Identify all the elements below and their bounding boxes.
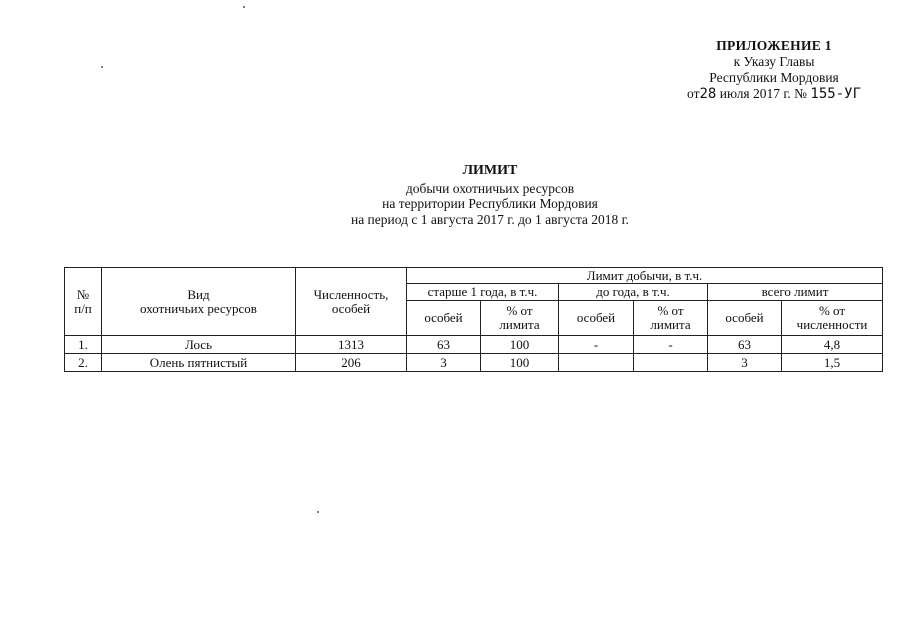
cell-num: 2. (65, 354, 102, 372)
header-group-total: всего лимит (708, 284, 883, 301)
scan-speck (243, 6, 245, 8)
document-heading (240, 163, 740, 227)
appendix-line-1: к Указу Главы (733, 54, 815, 69)
header-population: Численность, особей (296, 268, 407, 336)
cell-population: 1313 (296, 336, 407, 354)
header-number: № п/п (65, 268, 102, 336)
appendix-block (674, 38, 874, 102)
header-total-count: особей (708, 301, 782, 336)
header-younger-count: особей (559, 301, 634, 336)
header-group-older: старше 1 года, в т.ч. (407, 284, 559, 301)
cell-older-pct: 100 (481, 336, 559, 354)
cell-population: 206 (296, 354, 407, 372)
decree-number: 155-УГ (810, 86, 861, 102)
table-row (65, 336, 883, 354)
cell-num: 1. (65, 336, 102, 354)
heading-line-1: добычи охотничьих ресурсов (405, 180, 575, 196)
limits-table (64, 267, 883, 372)
header-older-pct: % от лимита (481, 301, 559, 336)
document-title: ЛИМИТ (462, 163, 518, 178)
cell-younger-pct: - (634, 336, 708, 354)
cell-younger-pct (634, 354, 708, 372)
date-prefix: от (687, 86, 700, 101)
cell-younger-count (559, 354, 634, 372)
heading-line-2: на территории Республики Мордовия (382, 196, 598, 211)
scan-speck (317, 511, 319, 513)
appendix-title: ПРИЛОЖЕНИЕ 1 (716, 38, 832, 53)
cell-older-pct: 100 (481, 354, 559, 372)
header-younger-pct: % от лимита (634, 301, 708, 336)
date-mid: июля 2017 г. № (716, 86, 811, 101)
appendix-date (674, 86, 874, 102)
date-day: 28 (699, 86, 717, 102)
cell-total-pct: 4,8 (782, 336, 883, 354)
cell-total-pct: 1,5 (782, 354, 883, 372)
cell-total-count: 3 (708, 354, 782, 372)
cell-kind: Лось (102, 336, 296, 354)
cell-total-count: 63 (708, 336, 782, 354)
header-kind: Вид охотничьих ресурсов (102, 268, 296, 336)
header-group-younger: до года, в т.ч. (559, 284, 708, 301)
heading-line-3: на период с 1 августа 2017 г. до 1 августа 2018 г. (350, 211, 630, 227)
cell-kind: Олень пятнистый (102, 354, 296, 372)
header-older-count: особей (407, 301, 481, 336)
table-row (65, 354, 883, 372)
header-total-pct: % от численности (782, 301, 883, 336)
header-limit-total: Лимит добычи, в т.ч. (407, 268, 883, 284)
cell-older-count: 3 (407, 354, 481, 372)
cell-older-count: 63 (407, 336, 481, 354)
appendix-line-2: Республики Мордовия (709, 70, 839, 85)
scan-speck (101, 66, 103, 68)
cell-younger-count: - (559, 336, 634, 354)
